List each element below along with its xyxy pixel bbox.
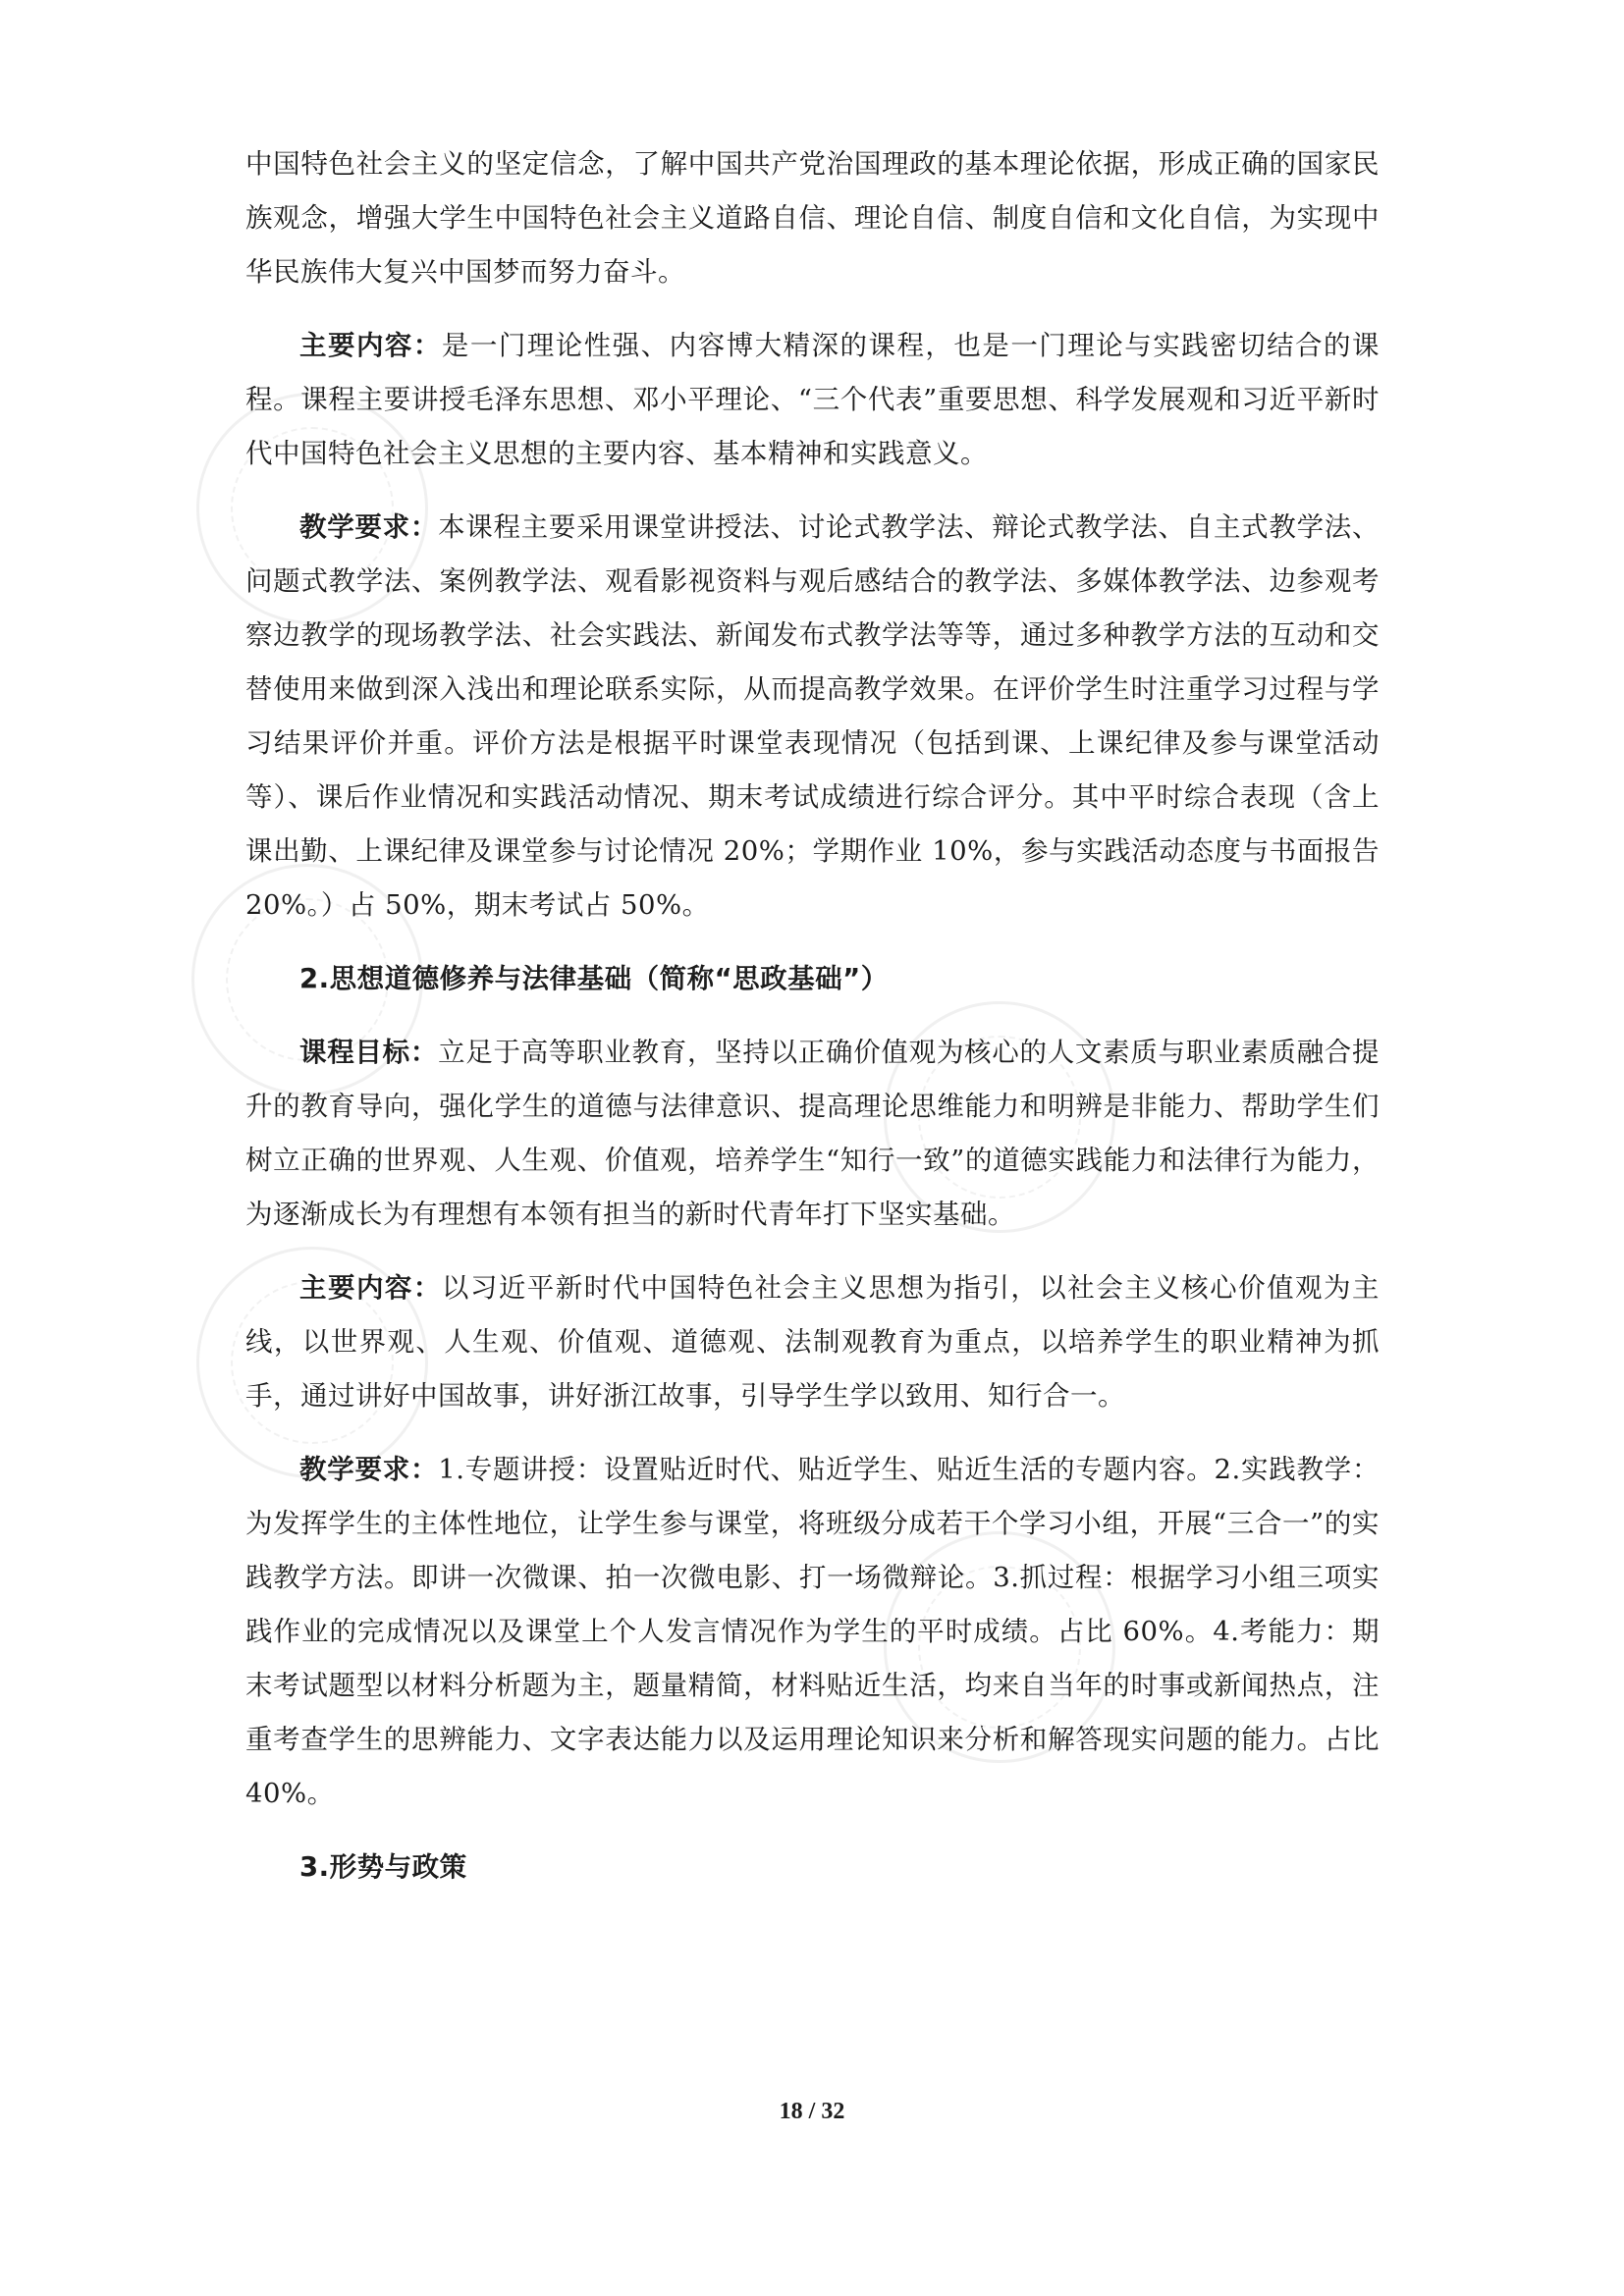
paragraph-teaching-requirements	[245, 501, 1380, 933]
section-heading: 3.形势与政策	[299, 1851, 467, 1883]
paragraph-label: 教学要求：	[299, 511, 439, 543]
paragraph-main-content	[245, 319, 1380, 481]
paragraph-teaching-requirements	[245, 1443, 1380, 1821]
document-body	[245, 137, 1380, 1914]
page-number: 18 / 32	[779, 2099, 845, 2124]
paragraph-text: 是一门理论性强、内容博大精深的课程，也是一门理论与实践密切结合的课程。课程主要讲授毛泽东思想、邓小平理论、“三个代表”重要思想、科学发展观和习近平新时代中国特色社会主义思想的主要内容、基本精神和实践意义。	[245, 330, 1380, 469]
paragraph-course-objective	[245, 1026, 1380, 1242]
section-heading: 2.思想道德修养与法律基础（简称“思政基础”）	[299, 963, 889, 994]
paragraph-continued	[245, 137, 1380, 299]
paragraph-text: 以习近平新时代中国特色社会主义思想为指引，以社会主义核心价值观为主线，以世界观、人生观、价值观、道德观、法制观教育为重点，以培养学生的职业精神为抓手，通过讲好中国故事，讲好浙江故事，引导学生学以致用、知行合一。	[245, 1272, 1380, 1412]
paragraph-text: 1.专题讲授：设置贴近时代、贴近学生、贴近生活的专题内容。2.实践教学：为发挥学生的主体性地位，让学生参与课堂，将班级分成若干个学习小组，开展“三合一”的实践教学方法。即讲一次微课、拍一次微电影、打一场微辩论。3.抓过程：根据学习小组三项实践作业的完成情况以及课堂上个人发言情况作为学生的平时成绩。占比 60%。4.考能力：期末考试题型以材料分析题为主，题量精简，材料贴近生活，均来自当年的时事或新闻热点，注重考查学生的思辨能力、文字表达能力以及运用理论知识来分析和解答现实问题的能力。占比 40%。	[245, 1454, 1380, 1809]
paragraph-label: 课程目标：	[299, 1037, 439, 1068]
paragraph-text: 本课程主要采用课堂讲授法、讨论式教学法、辩论式教学法、自主式教学法、问题式教学法、案例教学法、观看影视资料与观后感结合的教学法、多媒体教学法、边参观考察边教学的现场教学法、社会实践法、新闻发布式教学法等等，通过多种教学方法的互动和交替使用来做到深入浅出和理论联系实际，从而提高教学效果。在评价学生时注重学习过程与学习结果评价并重。评价方法是根据平时课堂表现情况（包括到课、上课纪律及参与课堂活动等）、课后作业情况和实践活动情况、期末考试成绩进行综合评分。其中平时综合表现（含上课出勤、上课纪律及课堂参与讨论情况 20%；学期作业 10%，参与实践活动态度与书面报告 20%。）占 50%，期末考试占 50%。	[245, 511, 1380, 921]
paragraph-main-content	[245, 1261, 1380, 1423]
paragraph-text: 中国特色社会主义的坚定信念，了解中国共产党治国理政的基本理论依据，形成正确的国家民族观念，增强大学生中国特色社会主义道路自信、理论自信、制度自信和文化自信，为实现中华民族伟大复兴中国梦而努力奋斗。	[245, 148, 1380, 288]
paragraph-label: 主要内容：	[299, 330, 442, 361]
paragraph-label: 教学要求：	[299, 1454, 439, 1485]
paragraph-text: 立足于高等职业教育，坚持以正确价值观为核心的人文素质与职业素质融合提升的教育导向，强化学生的道德与法律意识、提高理论思维能力和明辨是非能力、帮助学生们树立正确的世界观、人生观、价值观，培养学生“知行一致”的道德实践能力和法律行为能力，为逐渐成长为有理想有本领有担当的新时代青年打下坚实基础。	[245, 1037, 1380, 1230]
paragraph-label: 主要内容：	[299, 1272, 442, 1304]
